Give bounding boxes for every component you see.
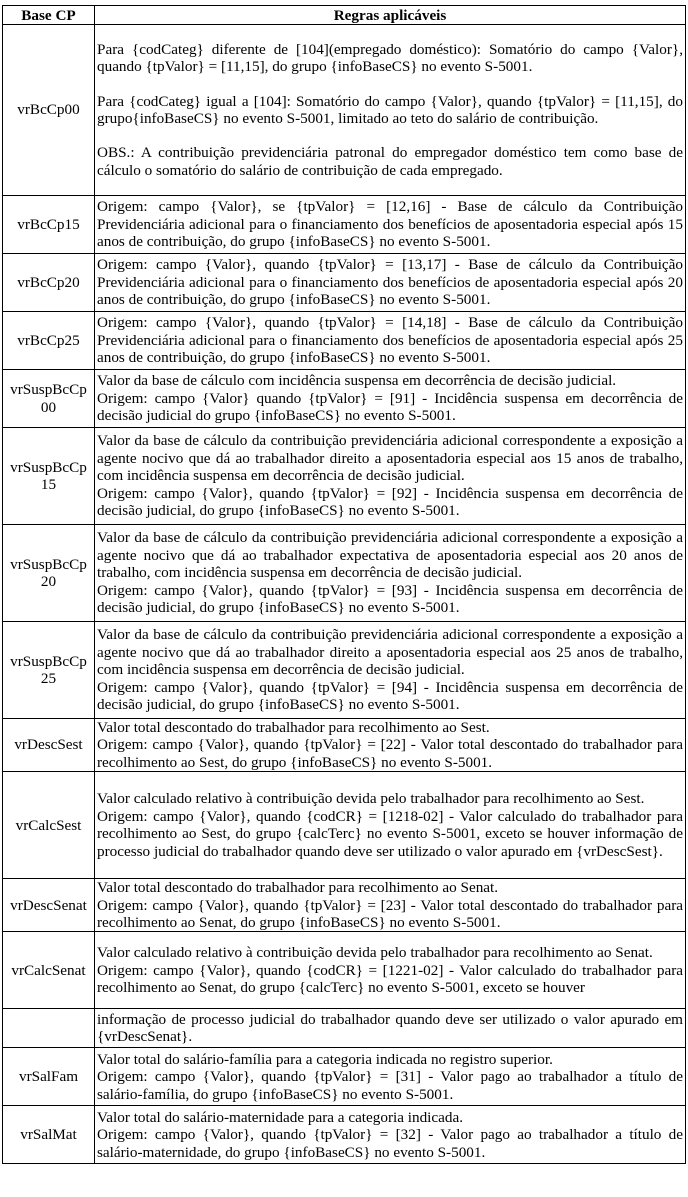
base-cp-code: [3, 254, 95, 312]
table-body: [3, 25, 686, 1164]
rule-text: [95, 772, 686, 879]
base-cp-code-line: 00: [40, 398, 57, 416]
base-cp-code-line: 20: [40, 573, 57, 590]
base-cp-code-line: vrSuspBcCp: [10, 458, 87, 476]
table-row: [3, 254, 686, 312]
base-cp-code-line: 15: [40, 476, 57, 493]
base-cp-code-line: vrDescSest: [14, 736, 83, 754]
base-cp-code: [3, 1009, 95, 1048]
rule-paragraph: Valor da base de cálculo da contribuição previdenciária adicional correspondente a exposição a agente nocivo que dá ao trabalhador direito a aposentadoria especial aos 25 anos de trabalho, com incidência suspensa em decorrência de decisão judicial.: [97, 626, 683, 679]
rule-text: [95, 1009, 686, 1048]
rule-paragraph: Origem: campo {Valor}, se {tpValor} = [12,16] - Base de cálculo da Contribuição Previdenciária adicional para o financiamento dos benefícios de aposentadoria especial após 15 anos de contribuição, do grupo {infoBaseCS} no evento S-5001.: [97, 198, 683, 251]
rule-paragraph: Origem: campo {Valor}, quando {tpValor} = [94] - Incidência suspensa em decorrência de decisão judicial, do grupo {infoBaseCS} no evento S-5001.: [97, 678, 683, 714]
base-cp-code: [3, 428, 95, 525]
rule-paragraph: Origem: campo {Valor} quando {tpValor} = [91] - Incidência suspensa em decorrência de decisão judicial do grupo {infoBaseCS} no evento S-5001.: [97, 389, 683, 425]
rule-paragraph: Origem: campo {Valor}, quando {codCR} = [1221-02] - Valor calculado do trabalhador para recolhimento ao Senat, do grupo {calcTerc} no evento S-5001, exceto se houver: [97, 961, 683, 997]
base-cp-code-line: vrSalMat: [20, 1126, 77, 1144]
rule-text: [95, 1048, 686, 1106]
header-base-cp: Base CP: [3, 6, 95, 25]
base-cp-code: [3, 25, 95, 196]
table-row: [3, 932, 686, 1009]
table-row: [3, 719, 686, 772]
rule-text: [95, 719, 686, 772]
table-row: [3, 1106, 686, 1164]
rule-text: [95, 254, 686, 312]
rule-paragraph: Valor total descontado do trabalhador para recolhimento ao Senat.: [97, 879, 499, 897]
table-row: [3, 1009, 686, 1048]
table-row: [3, 1048, 686, 1106]
base-cp-code-line: vrBcCp20: [17, 273, 80, 291]
rule-paragraph: Valor da base de cálculo com incidência suspensa em decorrência de decisão judicial.: [97, 372, 617, 390]
rule-paragraph: Origem: campo {Valor}, quando {tpValor} = [31] - Valor pago ao trabalhador a título de salário-família, do grupo {infoBaseCS} no evento S-5001.: [97, 1068, 683, 1103]
table-row: [3, 622, 686, 719]
rule-paragraph: Valor total descontado do trabalhador para recolhimento ao Sest.: [97, 719, 490, 736]
base-cp-code: [3, 1048, 95, 1106]
rule-paragraph: Origem: campo {Valor}, quando {codCR} = [1218-02] - Valor calculado do trabalhador para recolhimento ao Sest, do grupo {calcTerc} no evento S-5001, exceto se houver informação de processo judicial do trabalhador quando deve ser utilizado o valor apurado em {vrDescSest}.: [97, 807, 683, 860]
rule-text: [95, 1106, 686, 1164]
base-cp-code-line: vrBcCp00: [17, 101, 80, 119]
table-row: [3, 25, 686, 196]
rule-paragraph: Origem: campo {Valor}, quando {tpValor} = [22] - Valor total descontado do trabalhador para recolhimento ao Sest, do grupo {infoBaseCS} no evento S-5001.: [97, 736, 683, 771]
base-cp-code-line: vrDescSenat: [10, 896, 87, 914]
base-cp-code-line: 25: [40, 670, 57, 687]
base-cp-code: [3, 196, 95, 254]
rule-text: [95, 428, 686, 525]
rule-paragraph: Origem: campo {Valor}, quando {tpValor} = [93] - Incidência suspensa em decorrência de decisão judicial, do grupo {infoBaseCS} no evento S-5001.: [97, 581, 683, 617]
header-regras: Regras aplicáveis: [95, 6, 686, 25]
rule-text: [95, 622, 686, 719]
table-row: [3, 772, 686, 879]
base-cp-code-line: vrCalcSest: [15, 816, 82, 834]
rule-paragraph: Para {codCateg} igual a [104]: Somatório do campo {Valor}, quando {tpValor} = [11,15], do grupo{infoBaseCS} no evento S-5001, limitado ao teto do salário de contribuição.: [97, 92, 683, 127]
rule-paragraph: informação de processo judicial do trabalhador quando deve ser utilizado o valor apurado em {vrDescSenat}.: [97, 1011, 683, 1046]
rule-text: [95, 932, 686, 1009]
rule-paragraph: Valor calculado relativo à contribuição devida pelo trabalhador para recolhimento ao Senat.: [97, 944, 653, 962]
base-cp-code: [3, 312, 95, 370]
rule-paragraph: Para {codCateg} diferente de [104](empregado doméstico): Somatório do campo {Valor}, quando {tpValor} = [11,15], do grupo {infoBaseCS} no evento S-5001.: [97, 40, 683, 76]
rule-paragraph: Origem: campo {Valor}, quando {tpValor} = [23] - Valor total descontado do trabalhador para recolhimento ao Senat, do grupo {infoBaseCS} no evento S-5001.: [97, 896, 683, 932]
base-cp-code-line: vrBcCp15: [17, 215, 80, 233]
rules-table: [2, 5, 686, 1164]
table-row: [3, 525, 686, 622]
rule-text: [95, 196, 686, 254]
table-row: [3, 879, 686, 932]
rule-paragraph: Origem: campo {Valor}, quando {tpValor} = [92] - Incidência suspensa em decorrência de decisão judicial, do grupo {infoBaseCS} no evento S-5001.: [97, 484, 683, 520]
rule-paragraph: Valor da base de cálculo da contribuição previdenciária adicional correspondente a exposição a agente nocivo que dá ao trabalhador expectativa de aposentadoria especial aos 20 anos de trabalho, com incidência suspensa em decorrência de decisão judicial.: [97, 529, 683, 582]
base-cp-code: [3, 622, 95, 719]
base-cp-code: [3, 525, 95, 622]
base-cp-code: [3, 879, 95, 932]
rule-paragraph: Origem: campo {Valor}, quando {tpValor} = [14,18] - Base de cálculo da Contribuição Previdenciária adicional para o financiamento dos benefícios de aposentadoria especial após 25 anos de contribuição, do grupo {infoBaseCS} no evento S-5001.: [97, 314, 683, 367]
rule-text: [95, 312, 686, 370]
table-row: [3, 428, 686, 525]
rule-paragraph: Origem: campo {Valor}, quando {tpValor} = [13,17] - Base de cálculo da Contribuição Previdenciária adicional para o financiamento dos benefícios de aposentadoria especial após 20 anos de contribuição, do grupo {infoBaseCS} no evento S-5001.: [97, 256, 683, 309]
base-cp-code-line: vrSuspBcCp: [10, 652, 87, 670]
base-cp-code: [3, 932, 95, 1009]
base-cp-code-line: vrSuspBcCp: [10, 555, 87, 573]
table-row: [3, 370, 686, 428]
base-cp-code: [3, 370, 95, 428]
rule-text: [95, 879, 686, 932]
rule-paragraph: Valor total do salário-maternidade para a categoria indicada.: [97, 1108, 464, 1126]
rule-paragraph: Origem: campo {Valor}, quando {tpValor} = [32] - Valor pago ao trabalhador a título de salário-maternidade, do grupo {infoBaseCS} no evento S-5001.: [97, 1126, 683, 1161]
base-cp-code-line: vrSalFam: [18, 1068, 79, 1086]
base-cp-code-line: vrBcCp25: [17, 331, 80, 349]
base-cp-code: [3, 719, 95, 772]
rule-paragraph: Valor calculado relativo à contribuição devida pelo trabalhador para recolhimento ao Sest.: [97, 790, 645, 808]
table-header-row: [3, 6, 686, 25]
base-cp-code: [3, 772, 95, 879]
rule-paragraph: OBS.: A contribuição previdenciária patronal do empregador doméstico tem como base de cálculo o somatório do salário de contribuição de cada empregado.: [97, 144, 683, 179]
rule-paragraph: Valor da base de cálculo da contribuição previdenciária adicional correspondente a exposição a agente nocivo que dá ao trabalhador direito a aposentadoria especial aos 15 anos de trabalho, com incidência suspensa em decorrência de decisão judicial.: [97, 432, 683, 485]
base-cp-code-line: vrCalcSenat: [11, 961, 86, 979]
rule-paragraph: Valor total do salário-família para a categoria indicada no registro superior.: [97, 1050, 553, 1068]
rule-text: [95, 370, 686, 428]
base-cp-code: [3, 1106, 95, 1164]
table-row: [3, 312, 686, 370]
base-cp-code-line: vrSuspBcCp: [10, 381, 87, 399]
table-row: [3, 196, 686, 254]
rule-text: [95, 525, 686, 622]
rule-text: [95, 25, 686, 196]
